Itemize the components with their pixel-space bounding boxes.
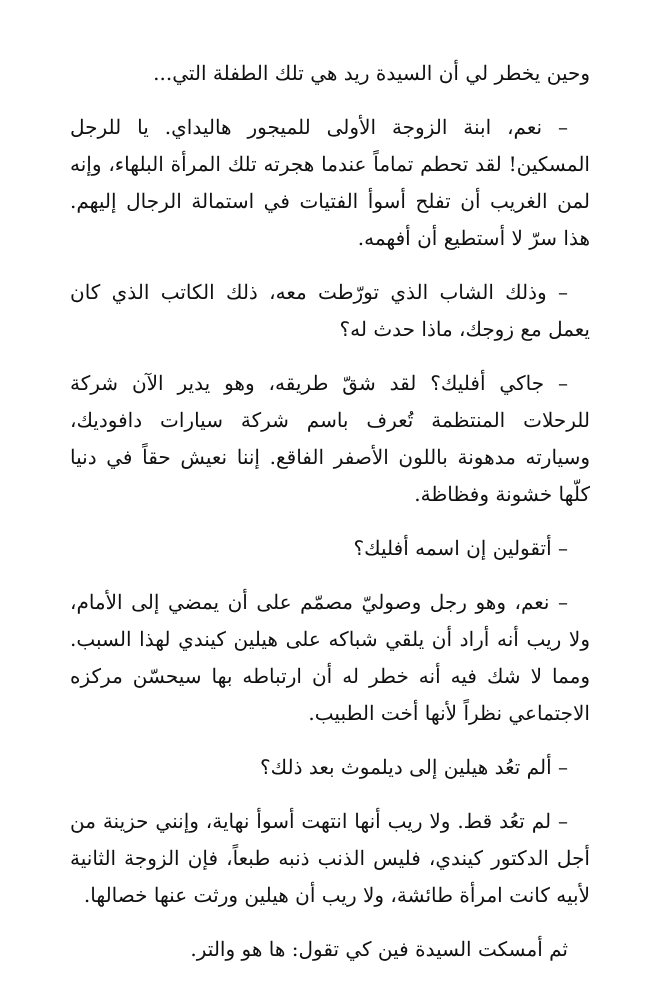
book-page-text (70, 55, 590, 968)
paragraph-2: – نعم، ابنة الزوجة الأولى للميجور هاليداي. يا للرجل المسكين! لقد تحطم تماماً عندما هجرته تلك المرأة البلهاء، وإنه لمن الغريب أن تفلح أسوأ الفتيات في استمالة الرجال إليهم. هذا سرّ لا أستطيع أن أفهمه. (70, 115, 590, 250)
paragraph-5: – أتقولين إن اسمه أفليك؟ (353, 536, 568, 560)
paragraph-7: – ألم تعُد هيلين إلى ديلموث بعد ذلك؟ (260, 755, 568, 779)
paragraph-9: ثم أمسكت السيدة فين كي تقول: ها هو والتر. (190, 937, 568, 961)
paragraph-4: – جاكي أفليك؟ لقد شقّ طريقه، وهو يدير الآن شركة للرحلات المنتظمة تُعرف باسم شركة سيارات دافوديك، وسيارته مدهونة باللون الأصفر الفاقع. إننا نعيش حقاً في دنيا كلّها خشونة وفظاظة. (70, 371, 590, 506)
paragraph-8: – لم تعُد قط. ولا ريب أنها انتهت أسوأ نهاية، وإنني حزينة من أجل الدكتور كيندي، فليس الذنب ذنبه طبعاً، فإن الزوجة الثانية لأبيه كانت امرأة طائشة، ولا ريب أن هيلين ورثت عنها خصالها. (70, 809, 590, 907)
paragraph-3: – وذلك الشاب الذي تورّطت معه، ذلك الكاتب الذي كان يعمل مع زوجك، ماذا حدث له؟ (70, 280, 590, 341)
paragraph-1: وحين يخطر لي أن السيدة ريد هي تلك الطفلة التي... (153, 61, 590, 85)
paragraph-6: – نعم، وهو رجل وصوليّ مصمّم على أن يمضي إلى الأمام، ولا ريب أنه أراد أن يلقي شباكه على هيلين كيندي لهذا السبب. ومما لا شك فيه أنه خطر له أن ارتباطه بها سيحسّن مركزه الاجتماعي نظراً لأنها أخت الطبيب. (70, 590, 590, 725)
